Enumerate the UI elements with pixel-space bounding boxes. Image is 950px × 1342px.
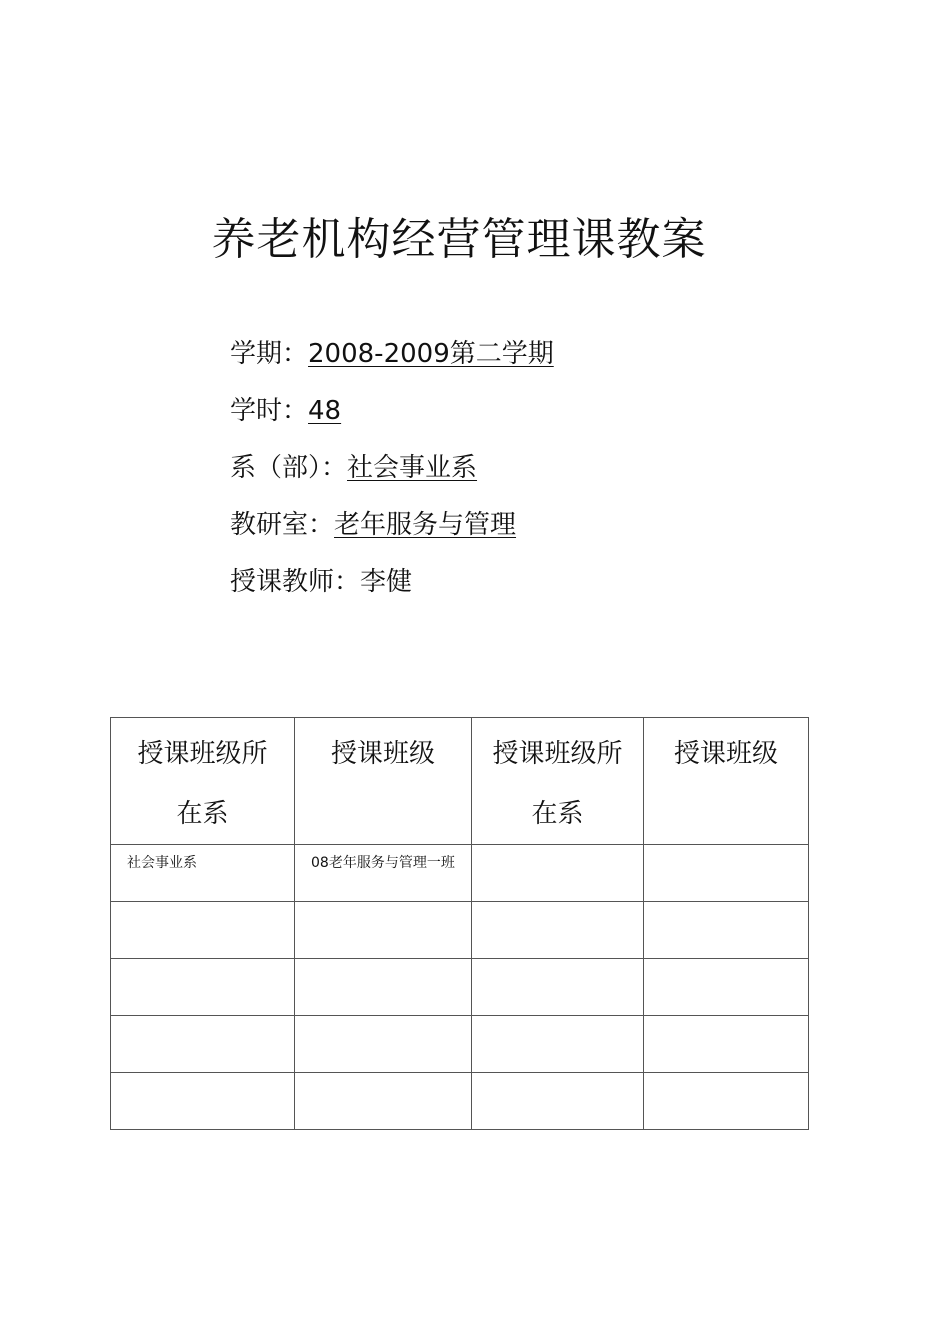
header-cell: 授课班级所在系 — [111, 718, 295, 845]
table-cell — [295, 959, 472, 1016]
info-value: 老年服务与管理 — [334, 510, 517, 540]
table-row — [111, 1016, 809, 1073]
table-row — [111, 845, 809, 902]
table-cell — [644, 902, 809, 959]
class-table — [110, 717, 809, 1130]
info-label: 学期： — [230, 339, 309, 369]
info-teacher — [230, 564, 554, 600]
info-department — [230, 450, 554, 486]
table-cell — [111, 1073, 295, 1130]
table-cell: 社会事业系 — [111, 845, 295, 902]
table-cell — [644, 845, 809, 902]
info-semester — [230, 336, 554, 372]
info-label: 学时： — [230, 396, 309, 426]
header-cell: 授课班级 — [644, 718, 809, 845]
table-cell — [472, 902, 644, 959]
table-cell — [644, 1073, 809, 1130]
table-cell — [644, 959, 809, 1016]
info-label: 教研室： — [230, 510, 335, 540]
table-row — [111, 902, 809, 959]
table-cell — [472, 845, 644, 902]
table-cell — [472, 1016, 644, 1073]
table-cell — [111, 902, 295, 959]
table-cell — [295, 1016, 472, 1073]
info-value: 48 — [308, 396, 342, 426]
document-title: 养老机构经营管理课教案 — [211, 214, 707, 266]
table-cell — [472, 959, 644, 1016]
table-header-row — [111, 718, 809, 845]
table-cell — [295, 902, 472, 959]
table-cell: 08老年服务与管理一班 — [295, 845, 472, 902]
table-cell — [644, 1016, 809, 1073]
table-row — [111, 959, 809, 1016]
info-value: 社会事业系 — [347, 453, 478, 483]
table-cell — [295, 1073, 472, 1130]
info-value: 2008-2009第二学期 — [308, 339, 554, 369]
info-label: 授课教师： — [230, 567, 361, 597]
info-hours — [230, 393, 554, 429]
info-label: 系（部）： — [230, 453, 348, 483]
table-cell — [111, 959, 295, 1016]
table-cell — [472, 1073, 644, 1130]
header-cell: 授课班级 — [295, 718, 472, 845]
header-cell: 授课班级所在系 — [472, 718, 644, 845]
course-info — [230, 336, 554, 621]
info-teaching-office — [230, 507, 554, 543]
table-cell — [111, 1016, 295, 1073]
info-value: 李健 — [360, 567, 413, 597]
table-row — [111, 1073, 809, 1130]
